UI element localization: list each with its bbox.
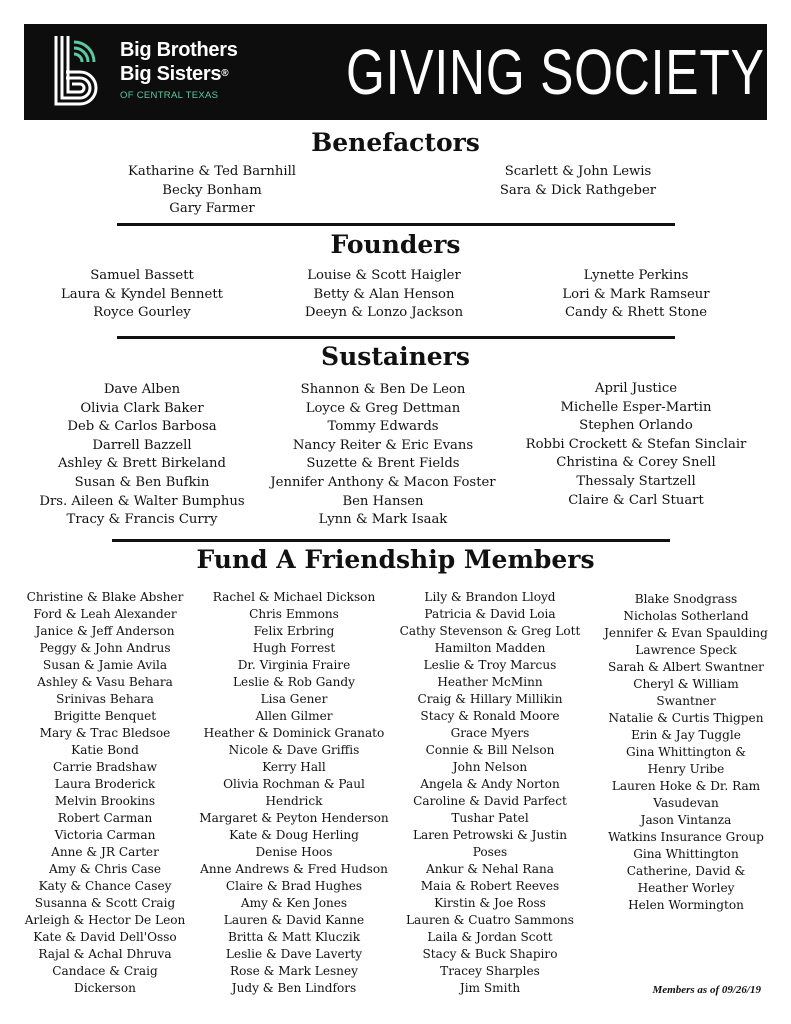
member-name: Connie & Bill Nelson <box>425 743 555 757</box>
member-name: Anne Andrews & Fred Hudson <box>200 862 388 876</box>
member-name: Gina Whittington & <box>625 745 747 759</box>
member-name: Felix Erbring <box>253 624 335 638</box>
member-name: Ford & Leah Alexander <box>33 607 177 621</box>
member-name: Candy & Rhett Stone <box>564 305 708 321</box>
benefactors-heading: Benefactors <box>311 128 480 157</box>
member-name: Carrie Bradshaw <box>52 760 158 774</box>
member-name: Kate & Doug Herling <box>229 828 359 842</box>
member-name: Samuel Bassett <box>90 268 194 283</box>
member-name: Darrell Bazzell <box>92 437 192 453</box>
sustainers-column-1 <box>22 381 262 530</box>
member-name: Vasudevan <box>653 796 719 810</box>
member-name: Laila & Jordan Scott <box>427 930 553 944</box>
member-name: Loyce & Greg Dettman <box>305 400 461 416</box>
member-name: Leslie & Troy Marcus <box>423 658 557 672</box>
fund-column-2 <box>196 589 392 997</box>
member-name: Blake Snodgrass <box>634 592 738 606</box>
member-name: Scarlett & John Lewis <box>504 164 652 179</box>
member-name: Cathy Stevenson & Greg Lott <box>399 624 581 638</box>
member-name: Heather & Dominick Granato <box>203 726 385 740</box>
member-name: Jennifer Anthony & Macon Foster <box>270 474 496 490</box>
member-name: Mary & Trac Bledsoe <box>39 726 171 740</box>
member-name: Christine & Blake Absher <box>26 590 184 604</box>
member-name: Helen Wormington <box>628 898 744 912</box>
header-banner <box>24 24 767 120</box>
benefactors-column-1 <box>112 163 312 219</box>
member-name: Suzette & Brent Fields <box>306 456 460 472</box>
member-name: Anne & JR Carter <box>51 845 159 859</box>
member-name: Susanna & Scott Craig <box>34 896 176 910</box>
member-name: Ashley & Brett Birkeland <box>58 456 226 472</box>
member-name: Ashley & Vasu Behara <box>37 675 173 689</box>
member-name: Poses <box>472 845 508 859</box>
member-name: Caroline & David Parfect <box>413 794 567 808</box>
member-name: Olivia Rochman & Paul <box>223 777 365 791</box>
member-name: Hendrick <box>265 794 323 808</box>
founders-column-1 <box>42 267 242 323</box>
member-name: Heather Worley <box>637 881 735 895</box>
member-name: Kirstin & Joe Ross <box>434 896 546 910</box>
member-name: Dickerson <box>74 981 136 995</box>
member-name: Jason Vintanza <box>640 813 732 827</box>
member-name: Lynn & Mark Isaak <box>318 512 448 528</box>
member-name: Jim Smith <box>459 981 521 995</box>
member-name: Melvin Brookins <box>54 794 156 808</box>
member-name: Allen Gilmer <box>255 709 333 723</box>
member-name: Nicholas Sotherland <box>623 609 749 623</box>
member-name: Stacy & Buck Shapiro <box>422 947 558 961</box>
member-name: Robert Carman <box>57 811 153 825</box>
sustainers-column-3 <box>516 380 756 510</box>
member-name: Kate & David Dell'Osso <box>33 930 177 944</box>
founders-column-2 <box>284 267 484 323</box>
member-name: Grace Myers <box>450 726 530 740</box>
member-name: Becky Bonham <box>162 182 262 198</box>
member-name: Angela & Andy Norton <box>420 777 560 791</box>
member-name: Nancy Reiter & Eric Evans <box>292 437 474 453</box>
member-name: Janice & Jeff Anderson <box>35 624 175 638</box>
sustainers-heading: Sustainers <box>321 342 470 371</box>
member-name: Deb & Carlos Barbosa <box>67 419 217 435</box>
registered-mark: ® <box>221 68 229 79</box>
brand-line-3: OF CENTRAL TEXAS <box>120 90 219 101</box>
member-name: Peggy & John Andrus <box>39 641 171 655</box>
member-name: Lauren Hoke & Dr. Ram <box>611 779 761 793</box>
member-name: Leslie & Dave Laverty <box>225 947 363 961</box>
brand-name <box>120 38 238 101</box>
member-name: Laura & Kyndel Bennett <box>61 286 223 302</box>
founders-column-3 <box>536 267 736 323</box>
member-name: Thessaly Startzell <box>576 473 696 489</box>
member-name: Claire & Carl Stuart <box>568 492 704 508</box>
member-name: Royce Gourley <box>93 305 191 321</box>
member-name: Leslie & Rob Gandy <box>233 675 355 689</box>
member-name: Drs. Aileen & Walter Bumphus <box>39 493 245 509</box>
member-name: Victoria Carman <box>54 828 156 842</box>
member-name: Cheryl & William <box>633 677 739 691</box>
member-name: Ben Hansen <box>342 493 424 509</box>
member-name: Watkins Insurance Group <box>608 830 764 844</box>
member-name: Maia & Robert Reeves <box>420 879 560 893</box>
member-name: Amy & Ken Jones <box>240 896 348 910</box>
member-name: John Nelson <box>452 760 528 774</box>
member-name: Susan & Ben Bufkin <box>74 474 210 490</box>
member-name: Lily & Brandon Lloyd <box>424 590 556 604</box>
member-name: Stacy & Ronald Moore <box>420 709 560 723</box>
member-name: Kerry Hall <box>262 760 326 774</box>
member-name: Lawrence Speck <box>635 643 737 657</box>
member-name: Katy & Chance Casey <box>38 879 172 893</box>
member-name: Candace & Craig <box>52 964 158 978</box>
member-name: Hugh Forrest <box>252 641 336 655</box>
member-name: Margaret & Peyton Henderson <box>199 811 389 825</box>
member-name: Hamilton Madden <box>434 641 546 655</box>
member-name: Nicole & Dave Griffis <box>228 743 360 757</box>
member-name: Gina Whittington <box>633 847 739 861</box>
member-name: Laren Petrowski & Justin <box>412 828 568 842</box>
members-as-of-note: Members as of 09/26/19 <box>652 984 761 996</box>
bbbs-b-logo-icon <box>50 32 110 112</box>
member-name: Heather McMinn <box>437 675 543 689</box>
member-name: Gary Farmer <box>169 201 255 217</box>
section-divider <box>112 539 670 542</box>
member-name: Christina & Corey Snell <box>556 455 716 471</box>
member-name: Srinivas Behara <box>56 692 154 706</box>
member-name: Rachel & Michael Dickson <box>212 590 376 604</box>
member-name: Arleigh & Hector De Leon <box>24 913 186 927</box>
member-name: Katharine & Ted Barnhill <box>127 164 297 179</box>
member-name: Betty & Alan Henson <box>313 286 455 302</box>
member-name: April Justice <box>594 381 678 396</box>
member-name: Henry Uribe <box>647 762 725 776</box>
member-name: Natalie & Curtis Thigpen <box>608 711 764 725</box>
section-divider <box>117 223 675 226</box>
founders-heading: Founders <box>330 230 461 259</box>
member-name: Sarah & Albert Swantner <box>608 660 764 674</box>
member-name: Michelle Esper-Martin <box>560 399 712 415</box>
member-name: Ankur & Nehal Rana <box>426 862 554 876</box>
member-name: Craig & Hillary Millikin <box>417 692 563 706</box>
member-name: Rose & Mark Lesney <box>230 964 358 978</box>
fund-column-1 <box>10 589 200 997</box>
member-name: Brigitte Benquet <box>53 709 157 723</box>
sustainers-column-2 <box>263 381 503 530</box>
brand-line-2: Big Sisters® <box>120 63 229 85</box>
member-name: Laura Broderick <box>54 777 156 791</box>
member-name: Erin & Jay Tuggle <box>631 728 741 742</box>
member-name: Louise & Scott Haigler <box>307 268 461 283</box>
member-name: Deeyn & Lonzo Jackson <box>304 305 464 321</box>
member-name: Denise Hoos <box>255 845 333 859</box>
member-name: Tommy Edwards <box>327 419 439 435</box>
member-name: Claire & Brad Hughes <box>225 879 363 893</box>
member-name: Catherine, David & <box>626 864 746 878</box>
member-name: Swantner <box>656 694 716 708</box>
member-name: Lynette Perkins <box>583 268 689 283</box>
fund-a-friendship-heading: Fund A Friendship Members <box>196 545 595 574</box>
member-name: Judy & Ben Lindfors <box>231 981 357 995</box>
member-name: Katie Bond <box>71 743 139 757</box>
member-name: Jennifer & Evan Spaulding <box>604 626 768 640</box>
page-title: GIVING SOCIETY <box>346 36 765 108</box>
member-name: Stephen Orlando <box>579 418 693 434</box>
member-name: Tracy & Francis Curry <box>66 512 218 528</box>
member-name: Robbi Crockett & Stefan Sinclair <box>525 436 747 452</box>
member-name: Dr. Virginia Fraire <box>237 658 351 672</box>
member-name: Tushar Patel <box>451 811 529 825</box>
member-name: Lori & Mark Ramseur <box>562 286 710 302</box>
member-name: Tracey Sharples <box>440 964 540 978</box>
member-name: Amy & Chris Case <box>48 862 162 876</box>
fund-column-4 <box>588 591 784 914</box>
member-name: Sara & Dick Rathgeber <box>499 182 657 198</box>
member-name: Lisa Gener <box>260 692 328 706</box>
member-name: Britta & Matt Kluczik <box>227 930 361 944</box>
fund-column-3 <box>392 589 588 997</box>
member-name: Dave Alben <box>103 382 181 397</box>
member-name: Susan & Jamie Avila <box>42 658 168 672</box>
brand-line-1: Big Brothers <box>120 39 238 61</box>
member-name: Rajal & Achal Dhruva <box>38 947 172 961</box>
member-name: Shannon & Ben De Leon <box>300 382 466 397</box>
section-divider <box>117 336 675 339</box>
benefactors-column-2 <box>478 163 678 200</box>
member-name: Chris Emmons <box>249 607 339 621</box>
member-name: Lauren & David Kanne <box>223 913 365 927</box>
member-name: Olivia Clark Baker <box>80 400 204 416</box>
member-name: Lauren & Cuatro Sammons <box>406 913 574 927</box>
member-name: Patricia & David Loia <box>424 607 556 621</box>
